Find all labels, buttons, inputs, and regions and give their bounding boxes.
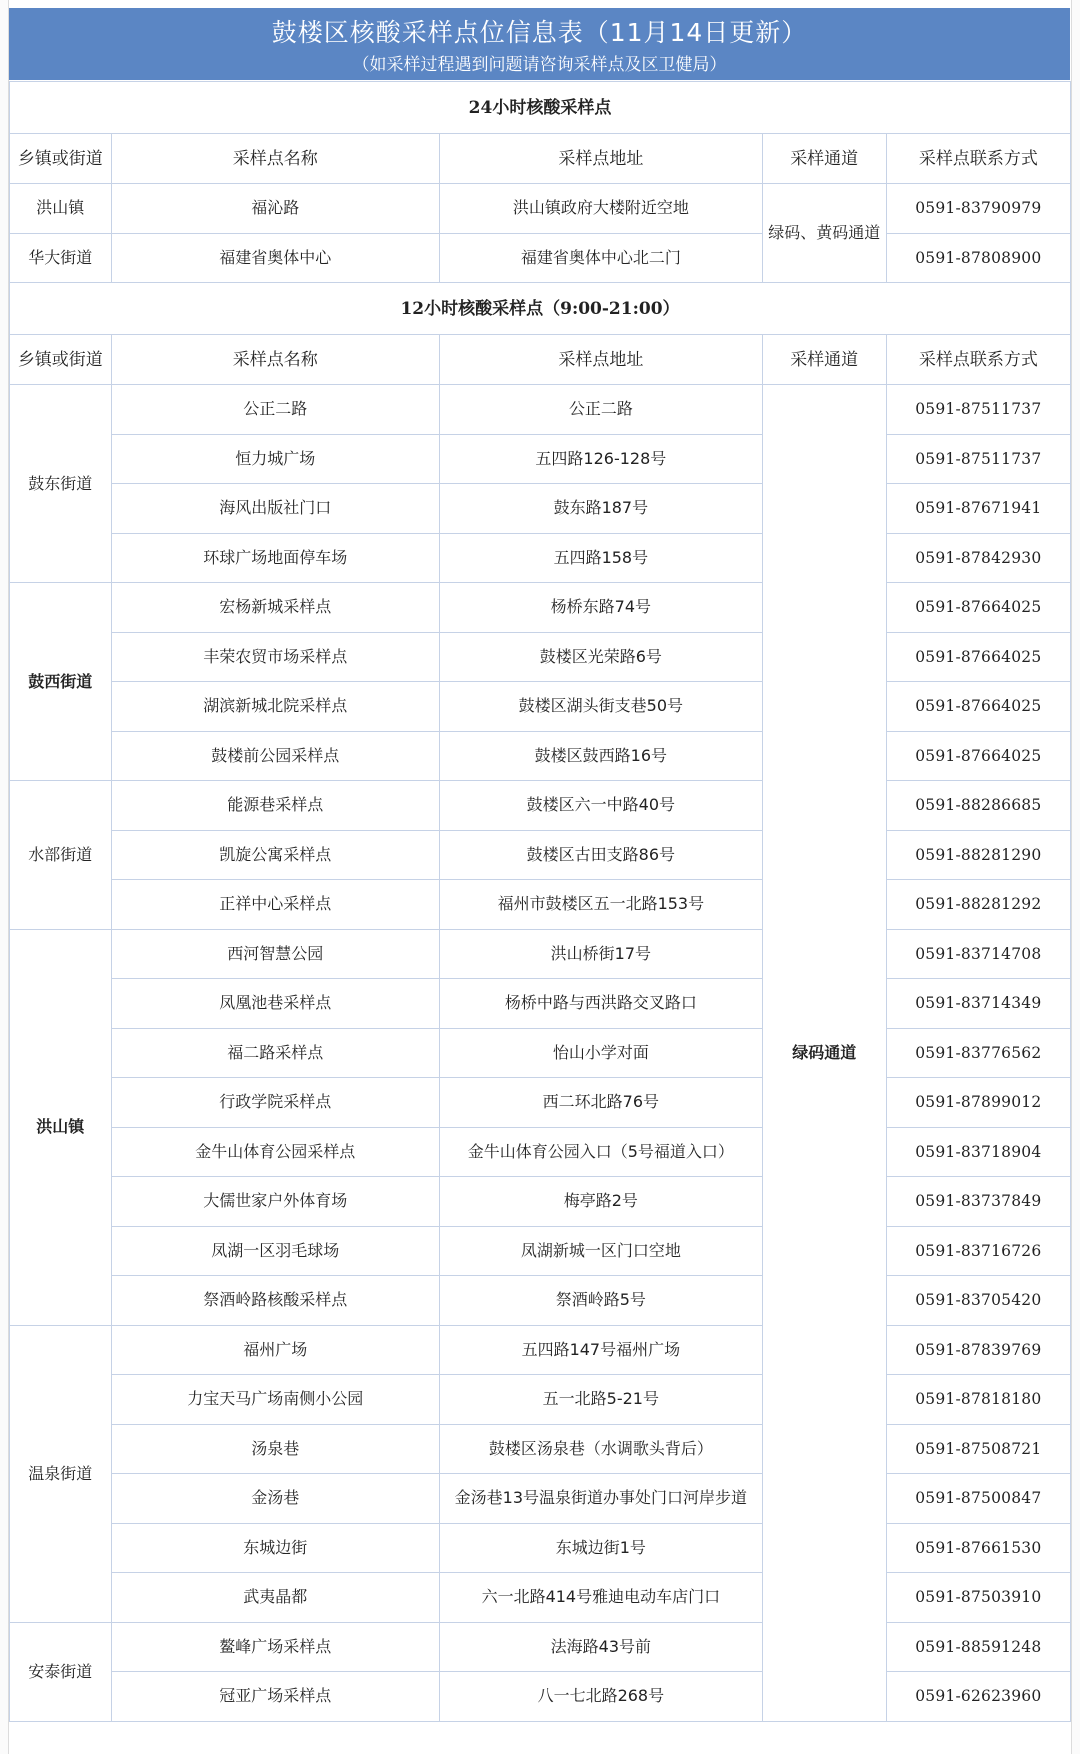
phone-cell: 0591-83718904 [886,1127,1070,1177]
table-row [10,1325,1071,1375]
sampling-sites-table [9,81,1071,1722]
table-row [10,1127,1071,1177]
district-cell: 华大街道 [10,233,112,283]
phone-cell: 0591-83714708 [886,929,1070,979]
table-row [10,1622,1071,1672]
phone-cell: 0591-83705420 [886,1276,1070,1326]
site-name-cell: 西河智慧公园 [111,929,439,979]
site-address-cell: 六一北路414号雅迪电动车店门口 [439,1573,762,1623]
phone-cell: 0591-87808900 [886,233,1070,283]
district-cell: 水部街道 [10,781,112,930]
site-address-cell: 怡山小学对面 [439,1028,762,1078]
site-name-cell: 福州广场 [111,1325,439,1375]
site-name-cell: 福沁路 [111,184,439,234]
header-site-name: 采样点名称 [111,335,439,385]
site-name-cell: 环球广场地面停车场 [111,533,439,583]
table-row [10,682,1071,732]
phone-cell: 0591-87661530 [886,1523,1070,1573]
site-address-cell: 东城边街1号 [439,1523,762,1573]
table-row [10,1028,1071,1078]
table-row [10,484,1071,534]
site-address-cell: 法海路43号前 [439,1622,762,1672]
site-name-cell: 凯旋公寓采样点 [111,830,439,880]
channel-cell: 绿码、黄码通道 [762,184,886,283]
phone-cell: 0591-87664025 [886,731,1070,781]
phone-cell: 0591-87503910 [886,1573,1070,1623]
table-row [10,731,1071,781]
site-name-cell: 武夷晶都 [111,1573,439,1623]
district-cell: 鼓西街道 [10,583,112,781]
header-site-address: 采样点地址 [439,134,762,184]
site-name-cell: 湖滨新城北院采样点 [111,682,439,732]
header-district: 乡镇或街道 [10,335,112,385]
site-address-cell: 洪山桥街17号 [439,929,762,979]
site-name-cell: 公正二路 [111,385,439,435]
phone-cell: 0591-87842930 [886,533,1070,583]
site-name-cell: 金牛山体育公园采样点 [111,1127,439,1177]
site-address-cell: 鼓楼区汤泉巷（水调歌头背后） [439,1424,762,1474]
site-address-cell: 鼓楼区六一中路40号 [439,781,762,831]
section-12h-row [10,283,1071,335]
table-row [10,1424,1071,1474]
site-address-cell: 公正二路 [439,385,762,435]
phone-cell: 0591-83776562 [886,1028,1070,1078]
phone-cell: 0591-83714349 [886,979,1070,1029]
phone-cell: 0591-87511737 [886,385,1070,435]
site-address-cell: 福州市鼓楼区五一北路153号 [439,880,762,930]
table-row [10,583,1071,633]
site-address-cell: 五一北路5-21号 [439,1375,762,1425]
district-cell: 安泰街道 [10,1622,112,1721]
site-address-cell: 鼓楼区鼓西路16号 [439,731,762,781]
table-row [10,385,1071,435]
header-site-address: 采样点地址 [439,335,762,385]
table-row [10,1474,1071,1524]
site-address-cell: 五四路147号福州广场 [439,1325,762,1375]
phone-cell: 0591-88591248 [886,1622,1070,1672]
phone-cell: 0591-88286685 [886,781,1070,831]
channel-cell: 绿码通道 [762,385,886,1722]
sheet-gutter-right [1071,0,1080,1754]
site-address-cell: 福建省奥体中心北二门 [439,233,762,283]
sheet-gutter-left [0,0,9,1754]
site-name-cell: 凤湖一区羽毛球场 [111,1226,439,1276]
district-cell: 温泉街道 [10,1325,112,1622]
table-row [10,1078,1071,1128]
site-address-cell: 鼓楼区光荣路6号 [439,632,762,682]
site-name-cell: 丰荣农贸市场采样点 [111,632,439,682]
site-name-cell: 海风出版社门口 [111,484,439,534]
phone-cell: 0591-87899012 [886,1078,1070,1128]
site-address-cell: 鼓东路187号 [439,484,762,534]
table-row [10,830,1071,880]
site-name-cell: 汤泉巷 [111,1424,439,1474]
phone-cell: 0591-83790979 [886,184,1070,234]
phone-cell: 0591-87508721 [886,1424,1070,1474]
header-district: 乡镇或街道 [10,134,112,184]
table-row [10,1573,1071,1623]
phone-cell: 0591-87664025 [886,682,1070,732]
site-name-cell: 金汤巷 [111,1474,439,1524]
phone-cell: 0591-62623960 [886,1672,1070,1722]
header-site-name: 采样点名称 [111,134,439,184]
table-body [10,82,1071,1722]
site-name-cell: 宏杨新城采样点 [111,583,439,633]
site-name-cell: 大儒世家户外体育场 [111,1177,439,1227]
header-contact: 采样点联系方式 [886,335,1070,385]
table-row [10,880,1071,930]
site-name-cell: 鳌峰广场采样点 [111,1622,439,1672]
column-header-row [10,134,1071,184]
table-row [10,781,1071,831]
phone-cell: 0591-88281292 [886,880,1070,930]
site-name-cell: 福二路采样点 [111,1028,439,1078]
phone-cell: 0591-87664025 [886,632,1070,682]
site-address-cell: 祭酒岭路5号 [439,1276,762,1326]
section-24h-title: 24小时核酸采样点 [10,82,1071,134]
phone-cell: 0591-87500847 [886,1474,1070,1524]
site-address-cell: 杨桥东路74号 [439,583,762,633]
page-subtitle: （如采样过程遇到问题请咨询采样点及区卫健局） [352,55,727,75]
site-name-cell: 行政学院采样点 [111,1078,439,1128]
site-name-cell: 恒力城广场 [111,434,439,484]
header-contact: 采样点联系方式 [886,134,1070,184]
table-row [10,1375,1071,1425]
site-name-cell: 福建省奥体中心 [111,233,439,283]
site-address-cell: 五四路158号 [439,533,762,583]
page-title: 鼓楼区核酸采样点位信息表（11月14日更新） [271,18,808,47]
site-address-cell: 鼓楼区湖头街支巷50号 [439,682,762,732]
site-address-cell: 西二环北路76号 [439,1078,762,1128]
phone-cell: 0591-87511737 [886,434,1070,484]
table-row [10,632,1071,682]
title-banner [9,8,1070,80]
section-24h-row [10,82,1071,134]
site-name-cell: 能源巷采样点 [111,781,439,831]
site-name-cell: 正祥中心采样点 [111,880,439,930]
site-address-cell: 凤湖新城一区门口空地 [439,1226,762,1276]
site-address-cell: 梅亭路2号 [439,1177,762,1227]
table-row [10,1226,1071,1276]
site-address-cell: 金牛山体育公园入口（5号福道入口） [439,1127,762,1177]
site-address-cell: 五四路126-128号 [439,434,762,484]
district-cell: 鼓东街道 [10,385,112,583]
site-name-cell: 冠亚广场采样点 [111,1672,439,1722]
table-row [10,533,1071,583]
district-cell: 洪山镇 [10,184,112,234]
phone-cell: 0591-87839769 [886,1325,1070,1375]
site-address-cell: 八一七北路268号 [439,1672,762,1722]
district-cell: 洪山镇 [10,929,112,1325]
header-channel: 采样通道 [762,335,886,385]
phone-cell: 0591-88281290 [886,830,1070,880]
table-row [10,929,1071,979]
table-row [10,1672,1071,1722]
phone-cell: 0591-83737849 [886,1177,1070,1227]
column-header-row [10,335,1071,385]
site-address-cell: 金汤巷13号温泉街道办事处门口河岸步道 [439,1474,762,1524]
table-row [10,184,1071,234]
site-name-cell: 东城边街 [111,1523,439,1573]
table-row [10,434,1071,484]
site-name-cell: 祭酒岭路核酸采样点 [111,1276,439,1326]
phone-cell: 0591-87664025 [886,583,1070,633]
header-channel: 采样通道 [762,134,886,184]
site-address-cell: 杨桥中路与西洪路交叉路口 [439,979,762,1029]
site-name-cell: 鼓楼前公园采样点 [111,731,439,781]
site-name-cell: 力宝天马广场南侧小公园 [111,1375,439,1425]
site-address-cell: 鼓楼区古田支路86号 [439,830,762,880]
table-row [10,233,1071,283]
phone-cell: 0591-83716726 [886,1226,1070,1276]
table-row [10,979,1071,1029]
site-address-cell: 洪山镇政府大楼附近空地 [439,184,762,234]
table-row [10,1523,1071,1573]
table-row [10,1177,1071,1227]
phone-cell: 0591-87818180 [886,1375,1070,1425]
table-row [10,1276,1071,1326]
phone-cell: 0591-87671941 [886,484,1070,534]
section-12h-title: 12小时核酸采样点（9:00-21:00） [10,283,1071,335]
site-name-cell: 凤凰池巷采样点 [111,979,439,1029]
